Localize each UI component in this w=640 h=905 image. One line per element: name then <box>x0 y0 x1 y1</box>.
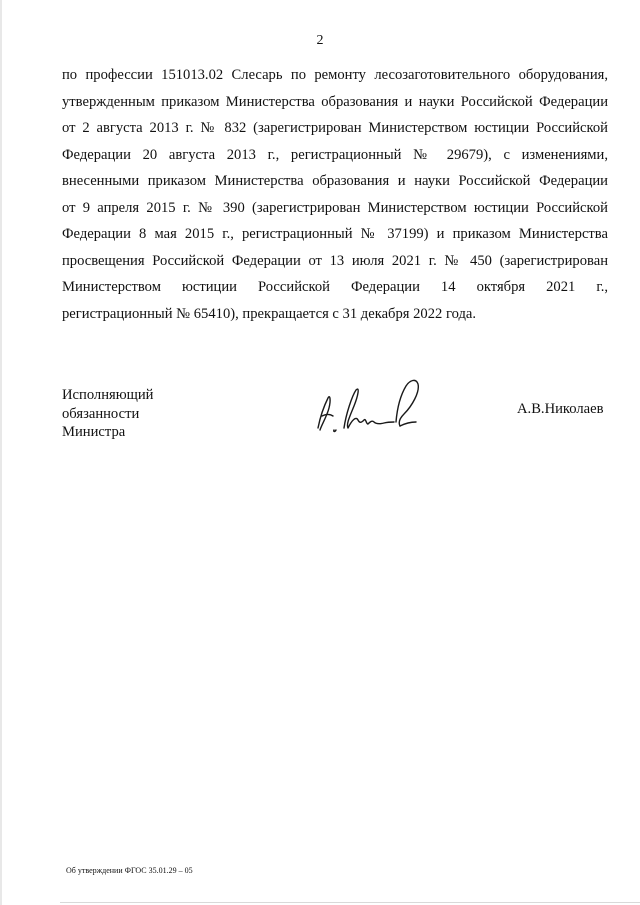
signatory-title-line: Исполняющий <box>62 387 154 403</box>
body-line: от 9 апреля 2015 г. № 390 (зарегистрирован Министерством юстиции Российской <box>62 199 608 216</box>
signatory-title <box>62 386 154 442</box>
body-line: утвержденным приказом Министерства образования и науки Российской Федерации <box>62 93 608 110</box>
body-line: от 2 августа 2013 г. № 832 (зарегистрирован Министерством юстиции Российской <box>62 120 608 136</box>
body-line: Министерством юстиции Российской Федерации 14 октября 2021 г., <box>62 279 608 295</box>
body-line: по профессии 151013.02 Слесарь по ремонту лесозаготовительного оборудования, <box>62 67 608 83</box>
body-line: внесенными приказом Министерства образования и науки Российской Федерации <box>62 173 608 189</box>
body-paragraph <box>62 62 608 327</box>
body-line: просвещения Российской Федерации от 13 июля 2021 г. № 450 (зарегистрирован <box>62 252 608 269</box>
body-line: Федерации 20 августа 2013 г., регистрационный № 29679), с изменениями, <box>62 146 608 163</box>
signer-name: А.В.Николаев <box>517 401 604 417</box>
page-number: 2 <box>316 33 324 48</box>
scan-edge-bottom <box>60 902 640 903</box>
body-line: регистрационный № 65410), прекращается с 31 декабря 2022 года. <box>62 305 477 322</box>
handwritten-signature <box>300 370 430 448</box>
scan-edge-left <box>0 0 2 905</box>
signatory-title-line: Министра <box>62 424 126 440</box>
body-line: Федерации 8 мая 2015 г., регистрационный № 37199) и приказом Министерства <box>62 226 608 242</box>
signatory-title-line: обязанности <box>62 405 140 422</box>
footer-note: Об утверждении ФГОС 35.01.29 – 05 <box>66 866 193 875</box>
